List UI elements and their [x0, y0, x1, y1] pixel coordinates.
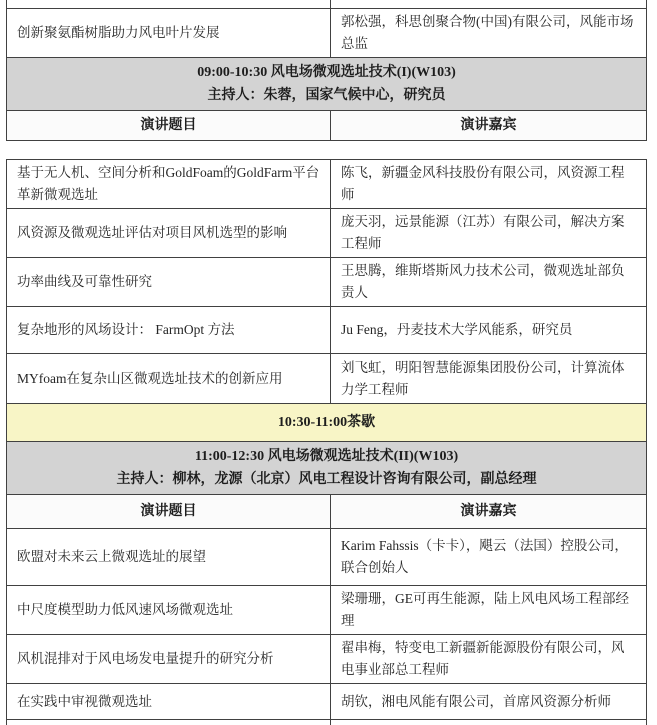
- agenda-table-main: [6, 159, 647, 725]
- topic-cell: 功率曲线及可靠性研究: [7, 258, 331, 307]
- table-row: [7, 635, 647, 684]
- speaker-cell: 王思腾，维斯塔斯风力技术公司，微观选址部负责人: [331, 258, 647, 307]
- session1-band: [7, 58, 647, 111]
- speaker-cell: 庞天羽，远景能源（江苏）有限公司，解决方案工程师: [331, 209, 647, 258]
- partial-speaker-cell: [331, 0, 647, 9]
- speaker-column-header: 演讲嘉宾: [331, 111, 647, 141]
- topic-cell: 创新聚氨酯树脂助力风电叶片发展: [7, 9, 331, 58]
- partial-row-top: [7, 0, 647, 9]
- speaker-column-header: 演讲嘉宾: [331, 495, 647, 529]
- tea-break-band: 10:30-11:00茶歇: [7, 404, 647, 442]
- topic-cell: 风资源及微观选址评估对项目风机选型的影响: [7, 209, 331, 258]
- speaker-cell: 刘飞虹，明阳智慧能源集团股份公司，计算流体力学工程师: [331, 354, 647, 404]
- topic-cell: 欧盟对未来云上微观选址的展望: [7, 529, 331, 586]
- table-row: [7, 160, 647, 209]
- partial-speaker-cell: [331, 720, 647, 725]
- session2-time-title: 11:00-12:30 风电场微观选址技术(II)(W103): [17, 445, 636, 468]
- table-break-gap: [6, 141, 657, 159]
- speaker-cell: 翟串梅，特变电工新疆新能源股份有限公司，风电事业部总工程师: [331, 635, 647, 684]
- session2-moderator: 主持人：柳林，龙源（北京）风电工程设计咨询有限公司，副总经理: [17, 468, 636, 491]
- table-row: [7, 529, 647, 586]
- table-row: [7, 354, 647, 404]
- column-header-row: [7, 495, 647, 529]
- column-header-row: [7, 111, 647, 141]
- table-row: [7, 258, 647, 307]
- speaker-cell: 梁珊珊，GE可再生能源，陆上风电风场工程部经理: [331, 586, 647, 635]
- session1-band-row: [7, 58, 647, 111]
- session1-time-title: 09:00-10:30 风电场微观选址技术(I)(W103): [17, 61, 636, 84]
- topic-cell: MYfoam在复杂山区微观选址技术的创新应用: [7, 354, 331, 404]
- topic-cell: 基于无人机、空间分析和GoldFoam的GoldFarm平台革新微观选址: [7, 160, 331, 209]
- topic-cell: 复杂地形的风场设计： FarmOpt 方法: [7, 307, 331, 354]
- topic-column-header: 演讲题目: [7, 495, 331, 529]
- speaker-cell: Karim Fahssis（卡卡），飓云（法国）控股公司，联合创始人: [331, 529, 647, 586]
- topic-cell: 风机混排对于风电场发电量提升的研究分析: [7, 635, 331, 684]
- table-row: [7, 684, 647, 720]
- session2-band: [7, 442, 647, 495]
- partial-row-bottom: [7, 720, 647, 725]
- session1-moderator: 主持人：朱蓉，国家气候中心，研究员: [17, 84, 636, 107]
- table-row: [7, 307, 647, 354]
- speaker-cell: 胡钦，湘电风能有限公司，首席风资源分析师: [331, 684, 647, 720]
- session2-band-row: [7, 442, 647, 495]
- speaker-cell: Ju Feng，丹麦技术大学风能系，研究员: [331, 307, 647, 354]
- agenda-table-session1-header: [6, 0, 647, 141]
- partial-topic-cell: [7, 0, 331, 9]
- speaker-cell: 陈飞，新疆金风科技股份有限公司，风资源工程师: [331, 160, 647, 209]
- topic-column-header: 演讲题目: [7, 111, 331, 141]
- topic-cell: 中尺度模型助力低风速风场微观选址: [7, 586, 331, 635]
- tea-break-row: [7, 404, 647, 442]
- partial-topic-cell: [7, 720, 331, 725]
- table-row: [7, 586, 647, 635]
- table-row: [7, 209, 647, 258]
- topic-cell: 在实践中审视微观选址: [7, 684, 331, 720]
- speaker-cell: 郭松强，科思创聚合物(中国)有限公司，风能市场总监: [331, 9, 647, 58]
- table-row: [7, 9, 647, 58]
